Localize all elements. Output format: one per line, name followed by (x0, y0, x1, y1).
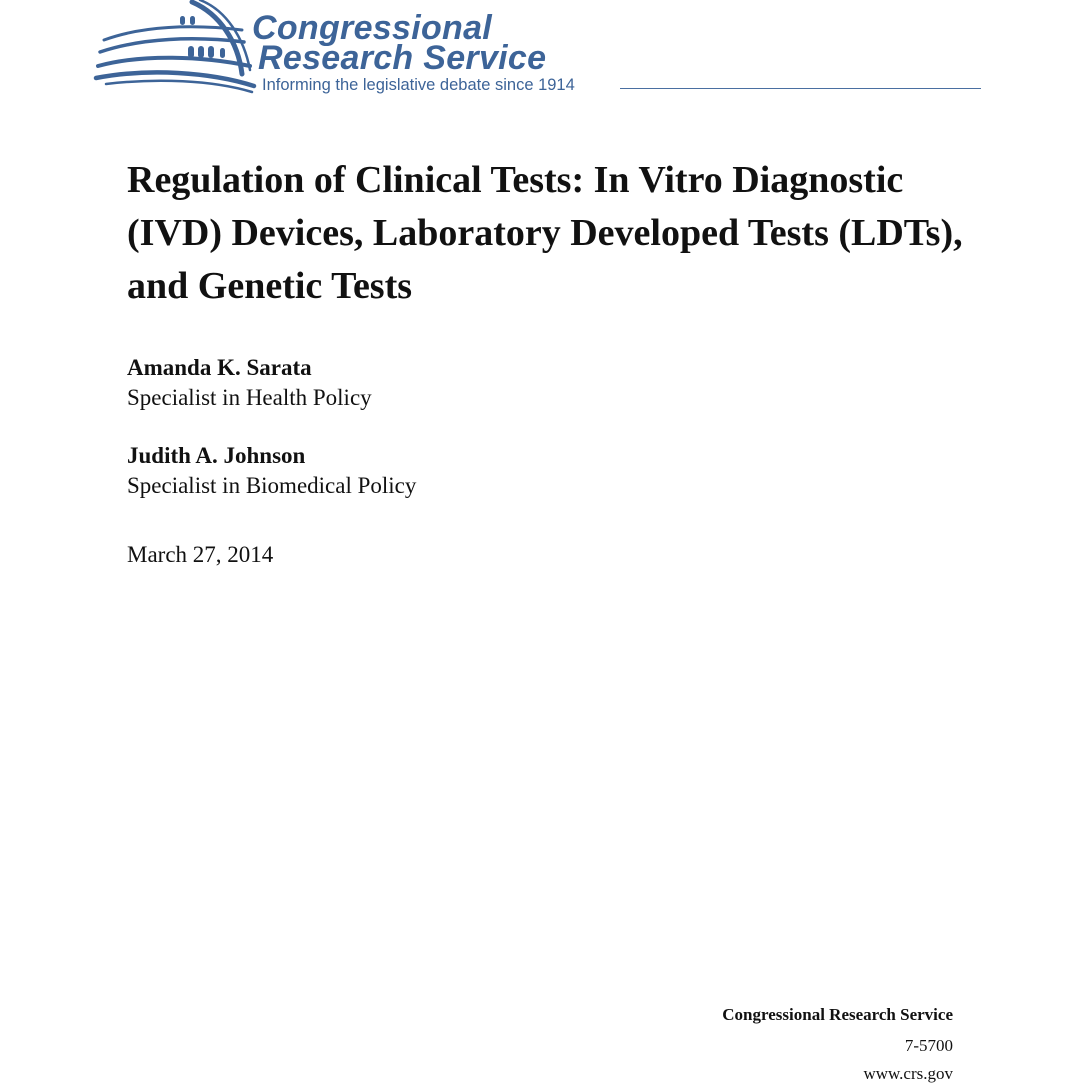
capitol-dome-icon (92, 0, 260, 98)
footer-website-link[interactable]: www.crs.gov (863, 1064, 953, 1083)
header-divider (620, 88, 981, 89)
brand-tagline: Informing the legislative debate since 1914 (262, 76, 575, 94)
report-code: 7-5700 (904, 1036, 953, 1055)
author-role: Specialist in Health Policy (127, 385, 372, 410)
footer-org-name: Congressional Research Service (722, 1005, 953, 1024)
brand-name-line1: Congressional (252, 9, 493, 47)
author-name: Judith A. Johnson (127, 443, 306, 468)
author-role: Specialist in Biomedical Policy (127, 473, 417, 498)
author-block (127, 353, 727, 413)
report-date: March 27, 2014 (127, 542, 274, 567)
footer-block (722, 1001, 953, 1088)
brand-name-line2: Research Service (258, 39, 547, 77)
author-name: Amanda K. Sarata (127, 355, 312, 380)
report-title: Regulation of Clinical Tests: In Vitro Diagnostic (IVD) Devices, Laboratory Developed Tests (LDTs), and Genetic Tests (127, 159, 963, 307)
author-block (127, 441, 727, 501)
